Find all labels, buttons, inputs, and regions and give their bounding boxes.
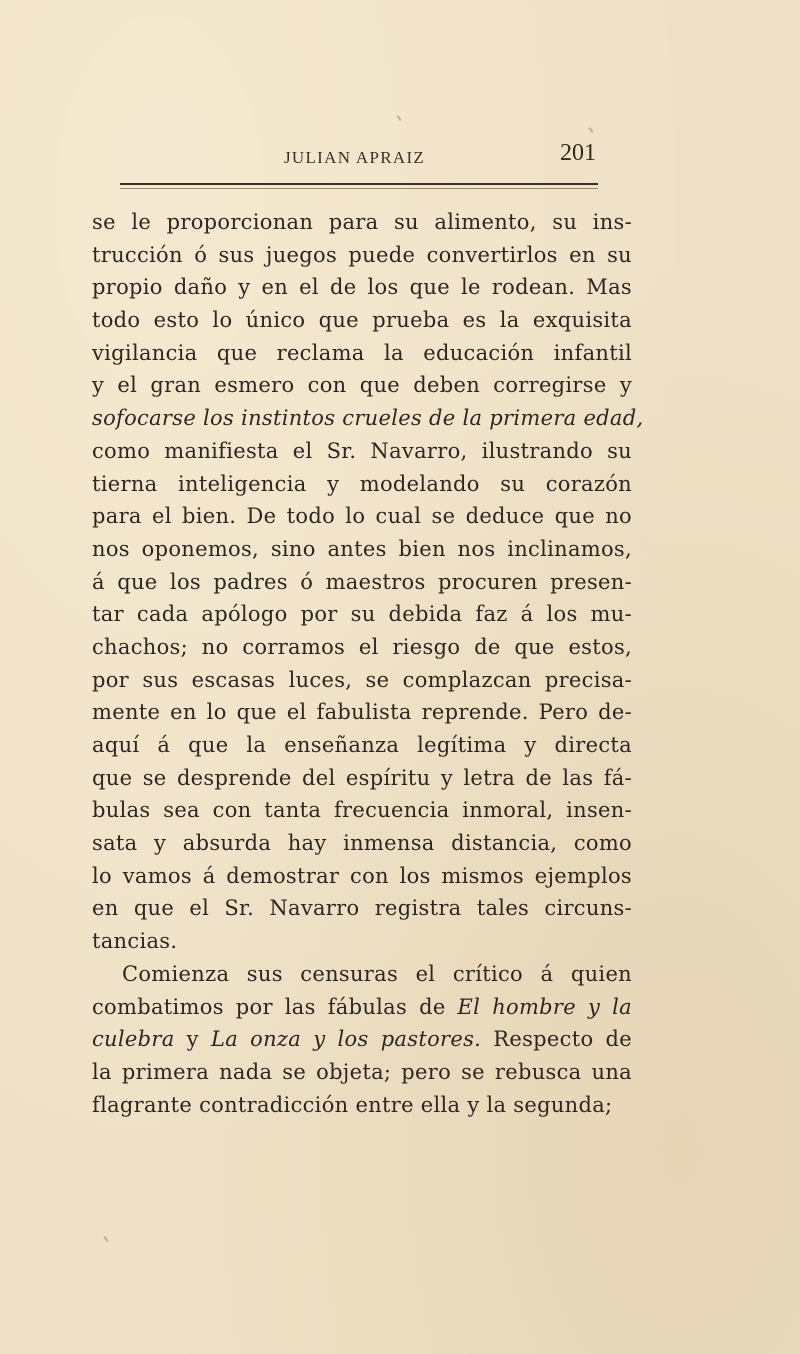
text-line: Comienza sus censuras el crítico á quien — [122, 961, 632, 986]
paper-speck — [396, 115, 401, 121]
text-line: tar cada apólogo por su debida faz á los mu- — [92, 602, 632, 627]
text-line-italic: sofocarse los instintos crueles de la primera edad, — [92, 406, 644, 431]
text-line: tierna inteligencia y modelando su corazón — [92, 471, 632, 496]
page-number: 201 — [560, 140, 596, 166]
text-line: chachos; no corramos el riesgo de que estos, — [92, 634, 632, 659]
text-line: que se desprende del espíritu y letra de las fá- — [92, 765, 632, 790]
running-title: JULIAN APRAIZ — [284, 148, 426, 167]
text-line: como manifiesta el Sr. Navarro, ilustrando su — [92, 438, 632, 463]
text-line: trucción ó sus juegos puede convertirlos en su — [92, 242, 632, 267]
text-line: se le proporcionan para su alimento, su ins- — [92, 210, 632, 234]
text-run: combatimos por las fábulas de — [92, 994, 458, 1019]
text-line: todo esto lo único que prueba es la exquisita — [92, 308, 632, 333]
text-line: tancias. — [92, 929, 178, 954]
text-run: Respecto de — [481, 1027, 632, 1052]
text-line: mente en lo que el fabulista reprende. Pero de- — [92, 700, 632, 725]
text-line: por sus escasas luces, se complazcan precisa- — [92, 667, 632, 692]
body-text — [92, 206, 644, 1121]
paper-speck — [103, 1236, 108, 1242]
text-line — [92, 1023, 632, 1056]
text-line: en que el Sr. Navarro registra tales circuns- — [92, 896, 632, 921]
text-line: lo vamos á demostrar con los mismos ejemplos — [92, 863, 632, 888]
text-line: y el gran esmero con que deben corregirse y — [92, 373, 632, 398]
page-header — [120, 140, 598, 180]
text-line: la primera nada se objeta; pero se rebusca una — [92, 1059, 632, 1084]
text-line — [92, 991, 632, 1024]
text-line: sata y absurda hay inmensa distancia, como — [92, 831, 632, 856]
text-line: nos oponemos, sino antes bien nos inclinamos, — [92, 536, 632, 561]
text-line: propio daño y en el de los que le rodean. Mas — [92, 275, 632, 300]
header-rule-thin — [120, 188, 598, 189]
header-rule — [120, 183, 598, 185]
text-line: bulas sea con tanta frecuencia inmoral, insen- — [92, 798, 632, 823]
text-run: y — [174, 1027, 211, 1052]
text-line: vigilancia que reclama la educación infantil — [92, 340, 632, 365]
paper-speck — [588, 127, 593, 133]
text-line: á que los padres ó maestros procuren presen- — [92, 569, 632, 594]
text-line: para el bien. De todo lo cual se deduce que no — [92, 504, 632, 529]
text-line: aquí á que la enseñanza legítima y directa — [92, 733, 632, 757]
text-line: flagrante contradicción entre ella y la segunda; — [92, 1092, 613, 1117]
work-title: culebra — [92, 1027, 175, 1052]
work-title: La onza y los pastores. — [210, 1027, 482, 1052]
work-title: El hombre y la — [457, 994, 632, 1019]
